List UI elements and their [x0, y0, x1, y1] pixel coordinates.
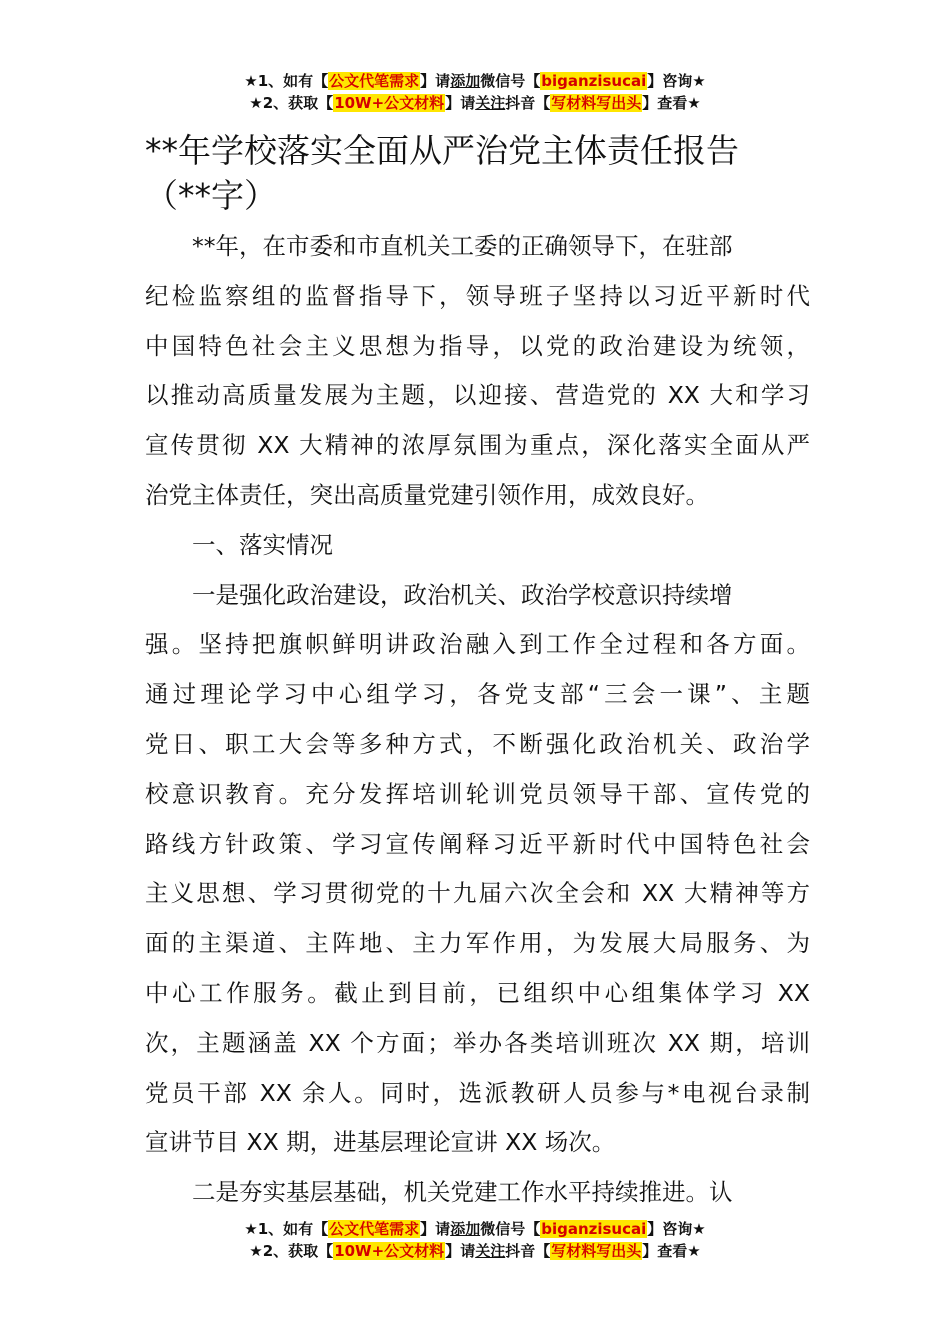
body-line: 通过理论学习中心组学习，各党支部“三会一课”、主题 — [145, 680, 810, 709]
body-line: 中心工作服务。截止到目前，已组织中心组集体学习 XX — [145, 978, 810, 1007]
banner-text: 】查看★ — [642, 1242, 701, 1260]
banner-line-1 — [0, 1218, 950, 1240]
banner-text: 】请 — [445, 1242, 476, 1260]
banner-text: ★2、获取【 — [249, 94, 334, 112]
banner-highlight-douyin-id: 写材料写出头 — [551, 1242, 642, 1260]
banner-text: 微信号【 — [480, 1220, 541, 1238]
title-line-2: （**字） — [145, 176, 277, 215]
header-banner — [0, 70, 950, 114]
body-line: 以推动高质量发展为主题，以迎接、营造党的 XX 大和学习 — [145, 381, 810, 410]
banner-text: 】查看★ — [642, 94, 701, 112]
banner-text: 微信号【 — [480, 72, 541, 90]
banner-text: 】请 — [420, 72, 451, 90]
body-line: 二是夯实基层基础，机关党建工作水平持续推进。认 — [192, 1178, 733, 1207]
body-line: 中国特色社会主义思想为指导，以党的政治建设为统领， — [145, 331, 810, 360]
banner-underlined-text: 关注 — [475, 94, 506, 112]
banner-highlight: 10W+公文材料 — [334, 94, 445, 112]
banner-highlight-wechat-id: biganzisucai — [541, 72, 647, 90]
document-title — [145, 128, 810, 218]
banner-highlight: 公文代笔需求 — [329, 72, 420, 90]
body-line: 宣讲节目 XX 期，进基层理论宣讲 XX 场次。 — [145, 1128, 616, 1157]
body-line: 纪检监察组的监督指导下，领导班子坚持以习近平新时代 — [145, 281, 810, 310]
banner-text: 抖音【 — [505, 1242, 551, 1260]
body-line: 一是强化政治建设，政治机关、政治学校意识持续增 — [192, 580, 733, 609]
banner-text: 】咨询★ — [647, 72, 706, 90]
banner-underlined-text: 添加 — [450, 1220, 481, 1238]
body-line: 宣传贯彻 XX 大精神的浓厚氛围为重点，深化落实全面从严 — [145, 431, 810, 460]
banner-text: ★1、如有【 — [244, 72, 329, 90]
banner-line-1 — [0, 70, 950, 92]
banner-line-2 — [0, 92, 950, 114]
body-line: 治党主体责任，突出高质量党建引领作用，成效良好。 — [145, 480, 709, 509]
body-line: 党日、职工大会等多种方式，不断强化政治机关、政治学 — [145, 729, 810, 758]
body-line: 次，主题涵盖 XX 个方面；举办各类培训班次 XX 期，培训 — [145, 1028, 810, 1057]
banner-text: 】请 — [445, 94, 476, 112]
banner-underlined-text: 关注 — [475, 1242, 506, 1260]
banner-highlight-wechat-id: biganzisucai — [541, 1220, 647, 1238]
banner-text: ★2、获取【 — [249, 1242, 334, 1260]
section-heading: 一、落实情况 — [192, 530, 333, 559]
title-line-1: **年学校落实全面从严治党主体责任报告 — [145, 131, 739, 170]
body-line: **年，在市委和市直机关工委的正确领导下，在驻部 — [192, 232, 733, 260]
body-line: 党员干部 XX 余人。同时，选派教研人员参与*电视台录制 — [145, 1078, 810, 1107]
banner-text: 】咨询★ — [647, 1220, 706, 1238]
body-line: 校意识教育。充分发挥培训轮训党员领导干部、宣传党的 — [145, 779, 810, 808]
banner-line-2 — [0, 1240, 950, 1262]
body-line: 强。坚持把旗帜鲜明讲政治融入到工作全过程和各方面。 — [145, 630, 810, 659]
banner-highlight-douyin-id: 写材料写出头 — [551, 94, 642, 112]
document-body — [145, 222, 810, 1218]
banner-underlined-text: 添加 — [450, 72, 481, 90]
body-line: 路线方针政策、学习宣传阐释习近平新时代中国特色社会 — [145, 829, 810, 858]
footer-banner — [0, 1218, 950, 1262]
banner-text: 】请 — [420, 1220, 451, 1238]
body-line: 主义思想、学习贯彻党的十九届六次全会和 XX 大精神等方 — [145, 879, 810, 908]
banner-text: 抖音【 — [505, 94, 551, 112]
banner-text: ★1、如有【 — [244, 1220, 329, 1238]
body-line: 面的主渠道、主阵地、主力军作用，为发展大局服务、为 — [145, 929, 810, 958]
banner-highlight: 10W+公文材料 — [334, 1242, 445, 1260]
banner-highlight: 公文代笔需求 — [329, 1220, 420, 1238]
